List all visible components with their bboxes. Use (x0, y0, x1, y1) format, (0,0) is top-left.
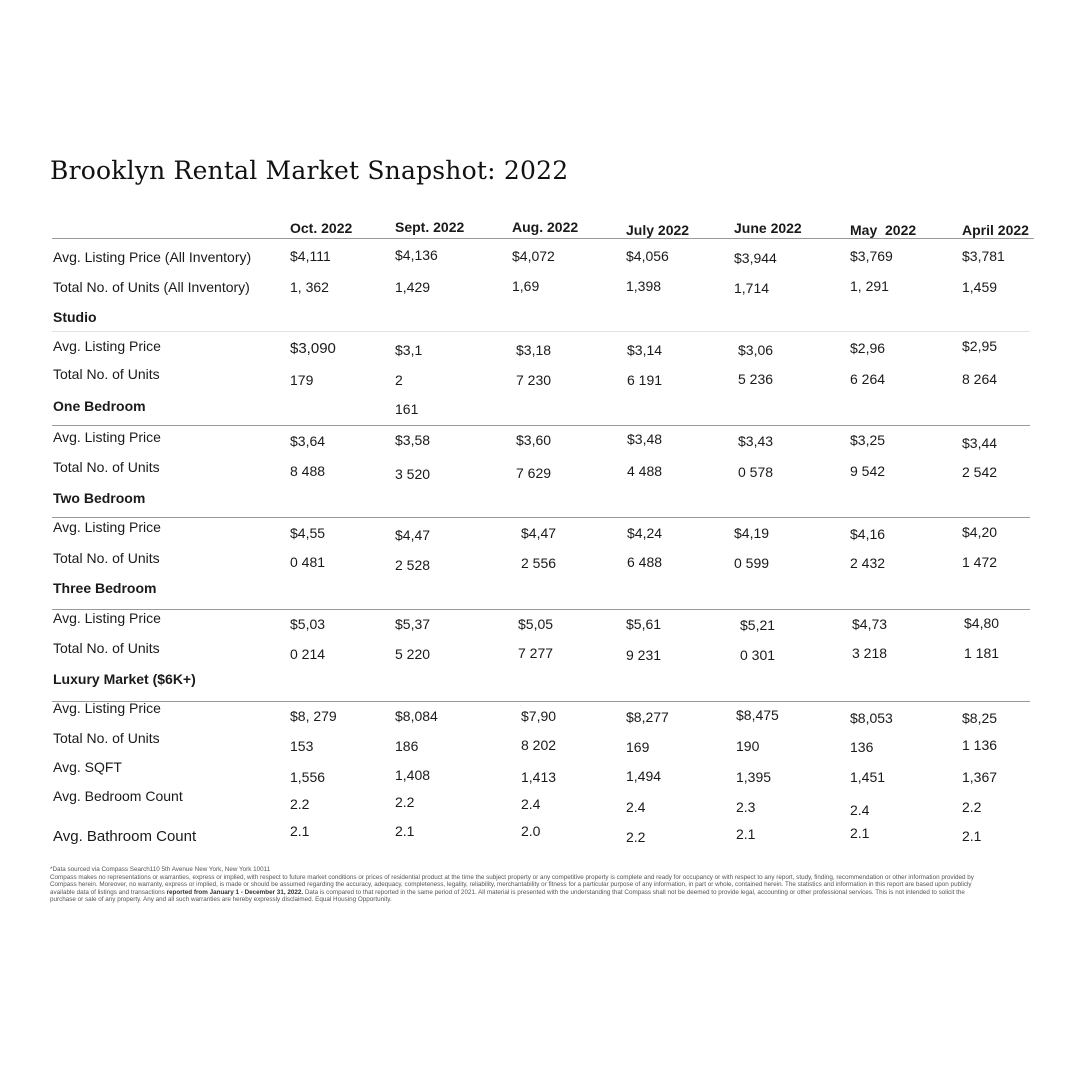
table-cell: 2 542 (962, 464, 998, 480)
table-cell: $4,47 (395, 527, 431, 543)
table-cell: $3,60 (516, 432, 552, 448)
table-cell: 1,69 (512, 278, 540, 294)
column-header-oct: Oct. 2022 (290, 220, 353, 236)
table-cell: $4,73 (852, 616, 888, 632)
table-cell: 7 230 (516, 372, 552, 388)
row-label-total-units-all: Total No. of Units (All Inventory) (53, 279, 250, 295)
table-cell: $4,056 (626, 248, 669, 264)
table-cell: $4,19 (734, 525, 770, 541)
table-cell: 1,395 (736, 769, 772, 785)
table-cell: $3,64 (290, 433, 326, 449)
column-header-june: June 2022 (734, 220, 802, 236)
table-cell: $8,25 (962, 710, 998, 726)
table-cell: 6 264 (850, 371, 886, 387)
table-cell: 190 (736, 738, 760, 754)
row-label-avg-bathroom: Avg. Bathroom Count (53, 828, 197, 845)
table-cell: $7,90 (521, 708, 557, 724)
table-cell: 7 629 (516, 465, 552, 481)
row-label-total-units: Total No. of Units (53, 640, 160, 656)
table-cell: 2.1 (736, 826, 756, 842)
section-label-one-bedroom: One Bedroom (53, 398, 146, 414)
table-cell: 6 191 (627, 372, 663, 388)
table-cell: 169 (626, 739, 650, 755)
table-cell: $5,05 (518, 616, 554, 632)
row-label-total-units: Total No. of Units (53, 550, 160, 566)
table-cell: $8,475 (736, 707, 779, 723)
table-cell: 2.2 (290, 796, 310, 812)
table-cell: 2.4 (521, 796, 541, 812)
table-cell: 5 220 (395, 646, 431, 662)
table-cell: 0 599 (734, 555, 770, 571)
table-cell: $3,48 (627, 431, 663, 447)
table-cell: $3,58 (395, 432, 431, 448)
section-divider (52, 701, 1030, 702)
table-cell: 0 214 (290, 646, 326, 662)
table-cell: 2.2 (395, 794, 415, 810)
table-cell: 2.1 (850, 825, 870, 841)
table-cell: 1,556 (290, 769, 326, 785)
row-label-total-units: Total No. of Units (53, 366, 160, 382)
header-divider (52, 238, 1034, 239)
table-cell: 2.2 (962, 799, 982, 815)
row-label-avg-listing: Avg. Listing Price (53, 700, 161, 716)
table-cell: 4 488 (627, 463, 663, 479)
table-cell: $5,21 (740, 617, 776, 633)
table-cell: 2.4 (626, 799, 646, 815)
column-header-may: May 2022 (850, 222, 917, 238)
table-cell: 9 231 (626, 647, 662, 663)
row-label-avg-listing: Avg. Listing Price (53, 338, 161, 354)
table-cell: 2 432 (850, 555, 886, 571)
page-title: Brooklyn Rental Market Snapshot: 2022 (50, 156, 569, 185)
table-cell: 2 556 (521, 555, 557, 571)
table-cell: 5 236 (738, 371, 774, 387)
table-cell: $2,96 (850, 340, 886, 356)
table-cell: 1,408 (395, 767, 431, 783)
table-cell: 1,451 (850, 769, 886, 785)
table-cell: $3,25 (850, 432, 886, 448)
column-header-sept: Sept. 2022 (395, 219, 465, 235)
section-label-three-bedroom: Three Bedroom (53, 580, 157, 596)
table-cell: $8,084 (395, 708, 438, 724)
footnote-disclaimer: Compass makes no representations or warranties, express or implied, with respect to future market conditions or prices of residential product at the time the subject property or any competitive property is complete and ready for occupancy or with respect to any report, study, finding, recommendation or other information provided by Compass herein. Moreover, no warranty, express or implied, is made or should be assumed regarding the accuracy, adequacy, completeness, legality, reliability, merchantability or fitness for a particular purpose of any information, in part or whole, contained herein. The statistics and information in this report are based upon publicly available data of listings and transactions reported from January 1 - December 31, 2022. Data is compared to that reported in the same period of 2021. All material is presented with the understanding that Compass shall not be deemed to provide legal, accounting or other professional services. This is not intended to solicit the purchase or sale of any property. Any and all such warranties are hereby expressly disclaimed. Equal Housing Opportunity. (50, 873, 974, 904)
row-label-avg-sqft: Avg. SQFT (53, 759, 122, 775)
table-cell-overflow: 161 (395, 401, 419, 417)
table-cell: 1,413 (521, 769, 557, 785)
column-header-aug: Aug. 2022 (512, 219, 579, 235)
table-cell: $4,24 (627, 525, 663, 541)
table-cell: 2.1 (290, 823, 310, 839)
table-cell: 3 520 (395, 466, 431, 482)
footnote-source: *Data sourced via Compass Search110 5th Avenue New York, New York 10011 (50, 866, 271, 873)
table-cell: 186 (395, 738, 419, 754)
row-label-avg-listing-all: Avg. Listing Price (All Inventory) (53, 249, 252, 265)
column-header-april: April 2022 (962, 222, 1029, 238)
table-cell: $4,136 (395, 247, 438, 263)
table-cell: 1,714 (734, 280, 770, 296)
table-cell: 2.4 (850, 802, 870, 818)
table-cell: $3,44 (962, 435, 998, 451)
table-cell: 179 (290, 372, 314, 388)
table-cell: $3,090 (290, 340, 336, 357)
table-cell: $3,18 (516, 342, 552, 358)
table-cell: $5,61 (626, 616, 662, 632)
table-cell: $4,111 (290, 248, 331, 264)
table-cell: $4,072 (512, 248, 555, 264)
table-cell: 3 218 (852, 645, 888, 661)
table-cell: 2.1 (962, 828, 982, 844)
row-label-avg-listing: Avg. Listing Price (53, 429, 161, 445)
table-cell: 1, 291 (850, 278, 889, 294)
column-header-july: July 2022 (626, 222, 690, 238)
table-cell: $4,16 (850, 526, 886, 542)
table-cell: $2,95 (962, 338, 998, 354)
table-cell: 0 301 (740, 647, 776, 663)
table-cell: 1,459 (962, 279, 998, 295)
table-cell: $3,944 (734, 250, 777, 266)
section-label-luxury: Luxury Market ($6K+) (53, 671, 196, 687)
table-cell: 1 472 (962, 554, 998, 570)
table-cell: $8,053 (850, 710, 893, 726)
section-divider (52, 425, 1030, 426)
table-cell: 1 136 (962, 737, 998, 753)
table-cell: $3,781 (962, 248, 1005, 264)
table-cell: 153 (290, 738, 314, 754)
table-cell: $3,06 (738, 342, 774, 358)
table-cell: 1,367 (962, 769, 998, 785)
table-cell: 1,429 (395, 279, 431, 295)
table-cell: 8 264 (962, 371, 998, 387)
table-cell: 2.2 (626, 829, 646, 845)
table-cell: $5,03 (290, 616, 326, 632)
table-cell: $3,43 (738, 433, 774, 449)
table-cell: 136 (850, 739, 874, 755)
table-cell: 9 542 (850, 463, 886, 479)
table-cell: 0 578 (738, 464, 774, 480)
table-cell: 1, 362 (290, 279, 329, 295)
table-cell: 2 528 (395, 557, 431, 573)
section-divider (52, 331, 1030, 332)
table-cell: $4,55 (290, 525, 326, 541)
table-cell: $3,1 (395, 342, 423, 358)
table-cell: $4,20 (962, 524, 998, 540)
table-cell: 8 488 (290, 463, 326, 479)
row-label-total-units: Total No. of Units (53, 730, 160, 746)
section-label-studio: Studio (53, 309, 97, 325)
table-cell: 8 202 (521, 737, 557, 753)
table-cell: $8, 279 (290, 708, 337, 724)
section-label-two-bedroom: Two Bedroom (53, 490, 146, 506)
section-divider (52, 517, 1030, 518)
table-cell: 2.3 (736, 799, 756, 815)
table-cell: 2 (395, 372, 403, 388)
table-cell: $8,277 (626, 709, 669, 725)
table-cell: $4,80 (964, 615, 1000, 631)
table-cell: 1,494 (626, 768, 662, 784)
table-cell: 2.0 (521, 823, 541, 839)
footnote (50, 866, 990, 904)
row-label-avg-bedroom: Avg. Bedroom Count (53, 788, 183, 804)
table-cell: 1 181 (964, 645, 1000, 661)
table-cell: $5,37 (395, 616, 431, 632)
table-cell: $3,769 (850, 248, 893, 264)
table-cell: 0 481 (290, 554, 326, 570)
row-label-avg-listing: Avg. Listing Price (53, 519, 161, 535)
section-divider (52, 609, 1030, 610)
row-label-total-units: Total No. of Units (53, 459, 160, 475)
table-cell: 7 277 (518, 645, 554, 661)
table-cell: 2.1 (395, 823, 415, 839)
table-cell: 1,398 (626, 278, 662, 294)
row-label-avg-listing: Avg. Listing Price (53, 610, 161, 626)
table-cell: $3,14 (627, 342, 663, 358)
table-cell: 6 488 (627, 554, 663, 570)
table-cell: $4,47 (521, 525, 557, 541)
